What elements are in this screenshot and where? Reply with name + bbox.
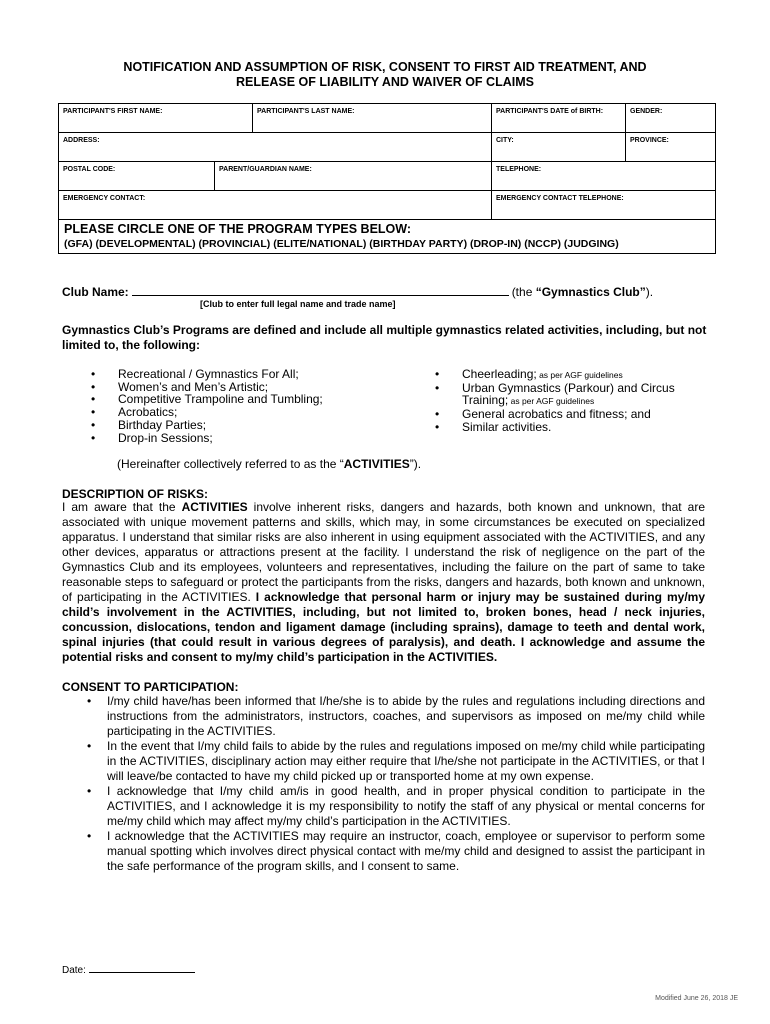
date-line <box>62 963 195 976</box>
province-field[interactable]: PROVINCE: <box>626 133 716 162</box>
club-name-note: [Club to enter full legal name and trade name] <box>200 299 396 309</box>
list-item: • Acrobatics; <box>91 406 411 419</box>
last-name-field[interactable]: PARTICIPANT'S LAST NAME: <box>253 104 492 133</box>
program-type-options[interactable]: (GFA) (DEVELOPMENTAL) (PROVINCIAL) (ELITE/NATIONAL) (BIRTHDAY PARTY) (DROP-IN) (NCCP) (JUDGING) <box>64 238 619 250</box>
city-field[interactable]: CITY: <box>492 133 626 162</box>
title-line-1: NOTIFICATION AND ASSUMPTION OF RISK, CONSENT TO FIRST AID TREATMENT, AND <box>123 60 647 74</box>
list-item: • I/my child have/has been informed that I/he/she is to abide by the rules and regulations including directions and instructions from the administrators, instructors, coaches, and supervisors as imposed on me/my child while participating in the ACTIVITIES. <box>86 694 705 739</box>
list-item: • Cheerleading; as per AGF guidelines <box>435 368 715 382</box>
emergency-contact-field[interactable]: EMERGENCY CONTACT: <box>59 191 492 220</box>
club-name-input[interactable] <box>132 285 509 296</box>
club-name-label: Club Name: <box>62 285 129 299</box>
program-type-heading: PLEASE CIRCLE ONE OF THE PROGRAM TYPES BELOW: <box>64 222 412 236</box>
program-type-section[interactable] <box>59 220 716 254</box>
activities-definition: (Hereinafter collectively referred to as the “ACTIVITIES”). <box>117 457 422 471</box>
programs-list-right <box>435 368 715 434</box>
list-item: • General acrobatics and fitness; and <box>435 408 715 421</box>
document-title <box>60 60 710 90</box>
guardian-name-field[interactable]: PARENT/GUARDIAN NAME: <box>215 162 492 191</box>
address-field[interactable]: ADDRESS: <box>59 133 492 162</box>
programs-intro: Gymnastics Club’s Programs are defined and include all multiple gymnastics related activities, including, but not limited to, the following: <box>62 323 707 352</box>
list-item: • Competitive Trampoline and Tumbling; <box>91 393 411 406</box>
title-line-2: RELEASE OF LIABILITY AND WAIVER OF CLAIMS <box>236 75 534 89</box>
description-paragraph: I am aware that the ACTIVITIES involve inherent risks, dangers and hazards, both known and unknown, that are associated with unique movement patterns and skills, which may, in some circumstances be executed on specialized apparatus. I understand that similar risks are also inherent in using equipment associated with the ACTIVITIES, and any other devices, apparatus or attractions present at the facility. I understand the risk of negligence on the part of the Gymnastics Club and its employees, volunteers and representatives, including the failure on the part of same to take reasonable steps to safeguard or protect the participants from the risks, dangers and hazards, both known and unknown, of participating in the ACTIVITIES. I acknowledge that personal harm or injury may be sustained during my/my child’s involvement in the ACTIVITIES, including, but not limited to, broken bones, head / neck injuries, concussion, dislocations, tendon and ligament damage (including sprains), damage to teeth and dental work, spinal injuries (that could result in various degrees of paralysis), and death. I acknowledge and assume the potential risks and consent to my/my child’s participation in the ACTIVITIES. <box>62 500 705 664</box>
list-item: • I acknowledge that I/my child am/is in good health, and in proper physical condition to participate in the ACTIVITIES, and I acknowledge it is my responsibility to notify the staff of any physical or mental concerns for me/my child which may affect my/my child’s participation in the ACTIVITIES. <box>86 784 705 829</box>
list-item: • Women’s and Men’s Artistic; <box>91 381 411 394</box>
consent-heading: CONSENT TO PARTICIPATION: <box>62 680 239 694</box>
list-item: • Recreational / Gymnastics For All; <box>91 368 411 381</box>
club-name-tail: (the “Gymnastics Club”). <box>511 285 654 299</box>
emergency-phone-field[interactable]: EMERGENCY CONTACT TELEPHONE: <box>492 191 716 220</box>
participant-info-form <box>58 103 716 254</box>
description-heading: DESCRIPTION OF RISKS: <box>62 487 209 501</box>
postal-code-field[interactable]: POSTAL CODE: <box>59 162 215 191</box>
programs-list-left <box>91 368 411 444</box>
date-of-birth-field[interactable]: PARTICIPANT'S DATE of BIRTH: <box>492 104 626 133</box>
club-name-line <box>62 285 712 299</box>
list-item: • Similar activities. <box>435 421 715 434</box>
consent-list <box>86 694 705 874</box>
list-item: • Urban Gymnastics (Parkour) and Circus Training; as per AGF guidelines <box>435 382 715 408</box>
list-item: • In the event that I/my child fails to abide by the rules and regulations imposed on me/my child while participating in the ACTIVITIES, disciplinary action may either require that I/he/she not participate in the ACTIVITIES, or that I will leave/be contacted to have my child picked up or transported home at my own expense. <box>86 739 705 784</box>
list-item: • Drop-in Sessions; <box>91 432 411 445</box>
footer-modified: Modified June 26, 2018 JE <box>655 995 738 1002</box>
date-input[interactable] <box>89 963 195 973</box>
gender-field[interactable]: GENDER: <box>626 104 716 133</box>
telephone-field[interactable]: TELEPHONE: <box>492 162 716 191</box>
first-name-field[interactable]: PARTICIPANT'S FIRST NAME: <box>59 104 253 133</box>
date-label: Date: <box>62 965 86 976</box>
list-item: • I acknowledge that the ACTIVITIES may require an instructor, coach, employee or supervisor to perform some manual spotting which involves direct physical contact with me/my child and designed to assist the participant in the safe performance of the program skills, and I consent to same. <box>86 829 705 874</box>
list-item: • Birthday Parties; <box>91 419 411 432</box>
